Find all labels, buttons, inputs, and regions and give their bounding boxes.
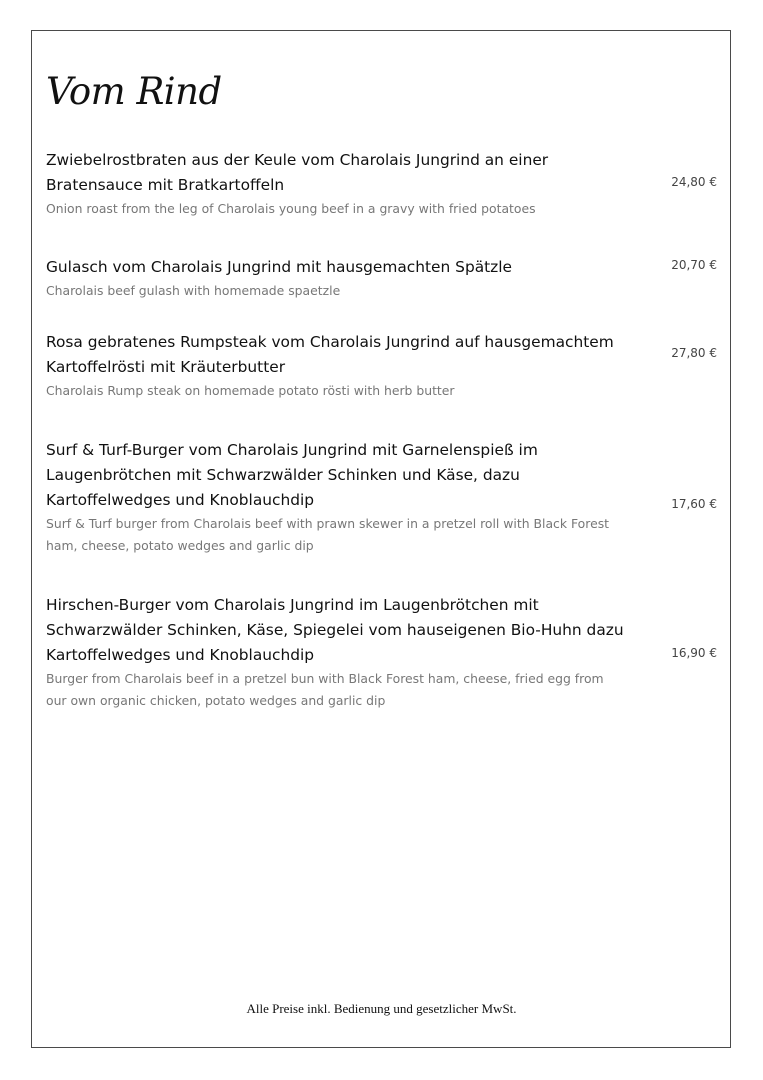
menu-item-description: Burger from Charolais beef in a pretzel bun with Black Forest ham, cheese, fried egg from our own organic chicken, potato wedges and garlic dip — [46, 671, 604, 708]
menu-item-surf-turf-burger — [46, 438, 626, 557]
menu-item-hirschen-burger — [46, 593, 626, 712]
menu-item-name: Hirschen-Burger vom Charolais Jungrind im Laugenbrötchen mit Schwarzwälder Schinken, Käse, Spiegelei vom hauseigenen Bio-Huhn dazu Kartoffelwedges und Knoblauchdip — [46, 596, 624, 664]
menu-item-description: Surf & Turf burger from Charolais beef with prawn skewer in a pretzel roll with Black Forest ham, cheese, potato wedges and garlic dip — [46, 516, 610, 553]
menu-item-rumpsteak — [46, 330, 626, 402]
menu-item-gulasch — [46, 255, 626, 302]
menu-item-price: 24,80 € — [671, 175, 717, 189]
menu-item-name: Rosa gebratenes Rumpsteak vom Charolais Jungrind auf hausgemachtem Kartoffelrösti mit Kräuterbutter — [46, 333, 614, 376]
menu-item-description: Charolais Rump steak on homemade potato rösti with herb butter — [46, 383, 455, 398]
menu-item-name: Surf & Turf-Burger vom Charolais Jungrind mit Garnelenspieß im Laugenbrötchen mit Schwarzwälder Schinken und Käse, dazu Kartoffelwedges und Knoblauchdip — [46, 441, 538, 509]
section-title: Vom Rind — [46, 70, 222, 113]
price-disclaimer: Alle Preise inkl. Bedienung und gesetzlicher MwSt. — [246, 1001, 517, 1016]
menu-item-name: Zwiebelrostbraten aus der Keule vom Charolais Jungrind an einer Bratensauce mit Bratkartoffeln — [46, 151, 549, 194]
menu-item-price: 20,70 € — [671, 258, 717, 272]
menu-item-name: Gulasch vom Charolais Jungrind mit hausgemachten Spätzle — [46, 258, 513, 276]
menu-item-description: Charolais beef gulash with homemade spaetzle — [46, 283, 341, 298]
menu-item-description: Onion roast from the leg of Charolais young beef in a gravy with fried potatoes — [46, 201, 536, 216]
menu-item-zwiebelrostbraten — [46, 148, 626, 220]
menu-item-price: 27,80 € — [671, 346, 717, 360]
menu-item-price: 17,60 € — [671, 497, 717, 511]
menu-item-price: 16,90 € — [671, 646, 717, 660]
